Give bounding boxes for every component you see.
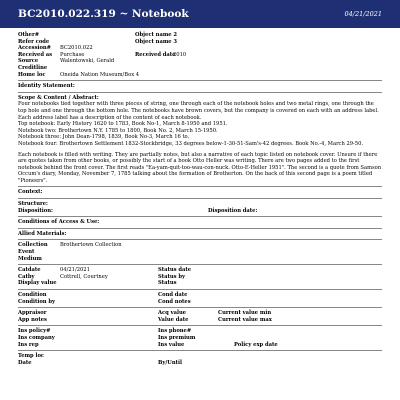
current-value-min-label: Current value min	[218, 310, 272, 317]
home-loc-value: Oneida Nation Museum/Box 4	[60, 71, 140, 78]
policy-exp-date-label: Policy exp date	[234, 341, 278, 348]
structure-label: Structure:	[18, 201, 48, 208]
medium-label: Medium	[18, 255, 42, 262]
catby-value: Cottrell, Courtney	[60, 273, 108, 280]
acq-value-label: Acq value	[158, 310, 187, 317]
allied-materials-label: Allied Materials:	[18, 230, 67, 237]
ins-phone-label: Ins phone#	[158, 328, 192, 335]
source-label: Source	[18, 58, 39, 65]
creditline-label: Creditline	[18, 64, 48, 71]
app-notes-label: App notes	[18, 316, 47, 323]
ins-company-label: Ins company	[18, 334, 55, 341]
received-as-label: Received as	[18, 51, 53, 58]
status-label: Status	[158, 280, 177, 287]
catdate-value: 04/21/2021	[60, 267, 90, 274]
cond-notes-label: Cond notes	[158, 298, 191, 305]
ins-rep-label: Ins rep	[18, 341, 39, 348]
catdate-label: Catdate	[18, 267, 41, 274]
display-value-label: Display value	[18, 280, 57, 287]
conditions-access-label: Conditions of Access & Use:	[18, 219, 100, 226]
received-date-value: 2010	[173, 51, 187, 58]
appraisor-label: Appraisor	[18, 310, 47, 317]
temp-loc-label: Temp loc	[18, 353, 45, 360]
record-body	[18, 32, 382, 366]
scope-content-heading: Scope & Content / Abstract:	[18, 94, 99, 101]
cond-date-label: Cond date	[158, 292, 188, 298]
accession-label: Accession#	[18, 45, 52, 52]
object-name2-label: Object name 2	[135, 32, 178, 38]
catby-label: Catby	[18, 273, 35, 280]
ins-value-label: Ins value	[158, 341, 185, 348]
object-name3-label: Object name 3	[135, 38, 178, 45]
record-title: BC2010.022.319 ~ Notebook	[18, 8, 189, 20]
collection-label: Collection	[18, 242, 48, 249]
source-value: Walentowski, Gerald	[60, 58, 115, 65]
date-label: Date	[18, 359, 32, 366]
disposition-label: Disposition:	[18, 207, 53, 214]
report-header	[0, 0, 400, 28]
ins-premium-label: Ins premium	[158, 334, 196, 341]
other-number-label: Other#	[18, 32, 40, 38]
context-label: Context:	[18, 189, 43, 196]
scope-content-text: Four notebooks tied together with three pieces of string, one through each of the notebook holes and two metal rings, one through the top hole and one through the bottom hole. The notebooks have brown covers, but the company is covered on each with an address label. Each address label has a description of the content of each notebook. Top notebook: Early History 1620 to 1783, Book No-1, March 8-1950 and 1951. Notebook two: Brothertown N.Y. 1785 to 1800, Book No. 2, March 15-1950. Notebook three: John Dean-1798, 1839, Book No-3, March 16 to. Notebook four: Brothertown Settlement 1832-Stockbridge, 33 degrees below-1-30-51-Sam's-42 degrees. Book No.-4, March 29-50. Each notebook is filled with writing. They are partially notes, but also a narrative of each topic listed on notebook cover. Unsure if there are quotes taken from other books, or possibly the start of a book Otto Heller was writing. There are two pages added to the first notebook behind the front cover. The first reads "Ea-yam-quit-too-wau-con-nuck. Otto-E-Heller 1951". The second is a quote from Samson Occum's diary, Monday, November 7, 1785 talking about the formation of Brotherton. On the back of this second page is a poem titled "Pioneers".	[18, 101, 382, 184]
status-date-label: Status date	[158, 267, 192, 274]
current-value-max-label: Current value max	[218, 316, 272, 323]
status-by-label: Status by	[158, 273, 186, 280]
report-date: 04/21/2021	[344, 10, 382, 18]
ins-policy-label: Ins policy#	[18, 328, 51, 335]
condition-label: Condition	[18, 292, 47, 298]
value-date-label: Value date	[158, 316, 189, 323]
home-loc-label: Home loc	[18, 71, 46, 78]
refer-code-label: Refer code	[18, 38, 50, 45]
disposition-date-label: Disposition date:	[208, 207, 258, 214]
condition-by-label: Condition by	[18, 298, 56, 305]
by-until-label: By/Until	[158, 359, 182, 366]
received-date-label: Received date	[135, 51, 176, 58]
collection-value: Brothertown Collection	[60, 242, 122, 249]
received-as-value: Purchase	[60, 51, 85, 58]
event-label: Event	[18, 249, 35, 256]
accession-value: BC2010.022	[60, 45, 93, 52]
identity-statement-label: Identity Statement:	[18, 83, 75, 90]
